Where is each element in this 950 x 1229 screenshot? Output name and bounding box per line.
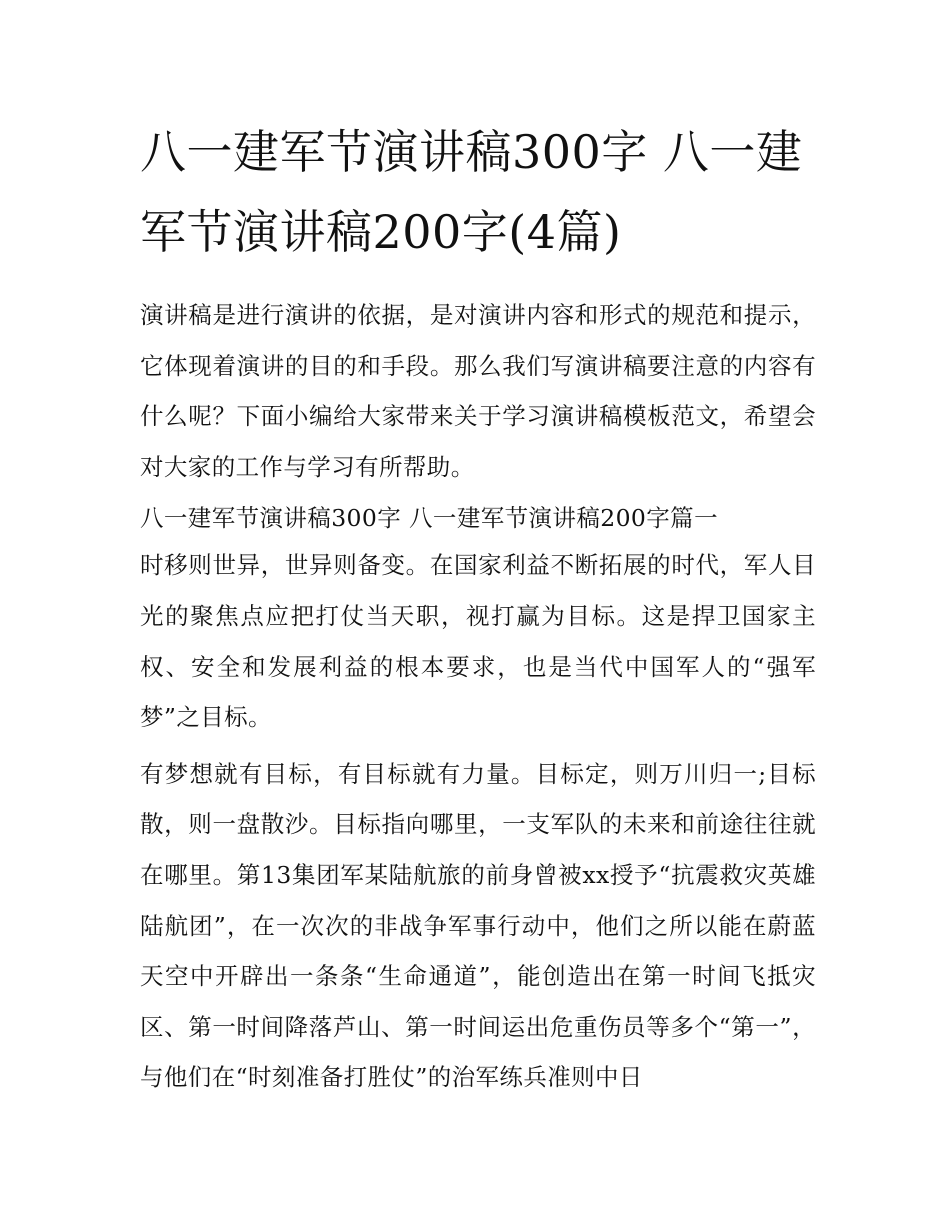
document-page — [140, 112, 816, 1103]
body-paragraph-1: 时移则世异，世异则备变。在国家利益不断拓展的时代，军人目光的聚焦点应把打仗当天职，视打赢为目标。这是捍卫国家主权、安全和发展利益的根本要求，也是当代中国军人的“强军梦”之目标。 — [140, 551, 816, 732]
document-title: 八一建军节演讲稿300字 八一建军节演讲稿200字(4篇) — [140, 125, 803, 259]
intro-paragraph: 演讲稿是进行演讲的依据，是对演讲内容和形式的规范和提示，它体现着演讲的目的和手段。那么我们写演讲稿要注意的内容有什么呢？下面小编给大家带来关于学习演讲稿模板范文，希望会对大家的工作与学习有所帮助。 — [140, 301, 816, 481]
section-heading: 八一建军节演讲稿300字 八一建军节演讲稿200字篇一 — [140, 504, 718, 533]
body-paragraph-2: 有梦想就有目标，有目标就有力量。目标定，则万川归一;目标散，则一盘散沙。目标指向哪里，一支军队的未来和前途往往就在哪里。第13集团军某陆航旅的前身曾被xx授予“抗震救灾英雄陆航团”，在一次次的非战争军事行动中，他们之所以能在蔚蓝天空中开辟出一条条“生命通道”，能创造出在第一时间飞抵灾区、第一时间降落芦山、第一时间运出危重伤员等多个“第一”，与他们在“时刻准备打胜仗”的治军练兵准则中日 — [140, 759, 816, 1092]
